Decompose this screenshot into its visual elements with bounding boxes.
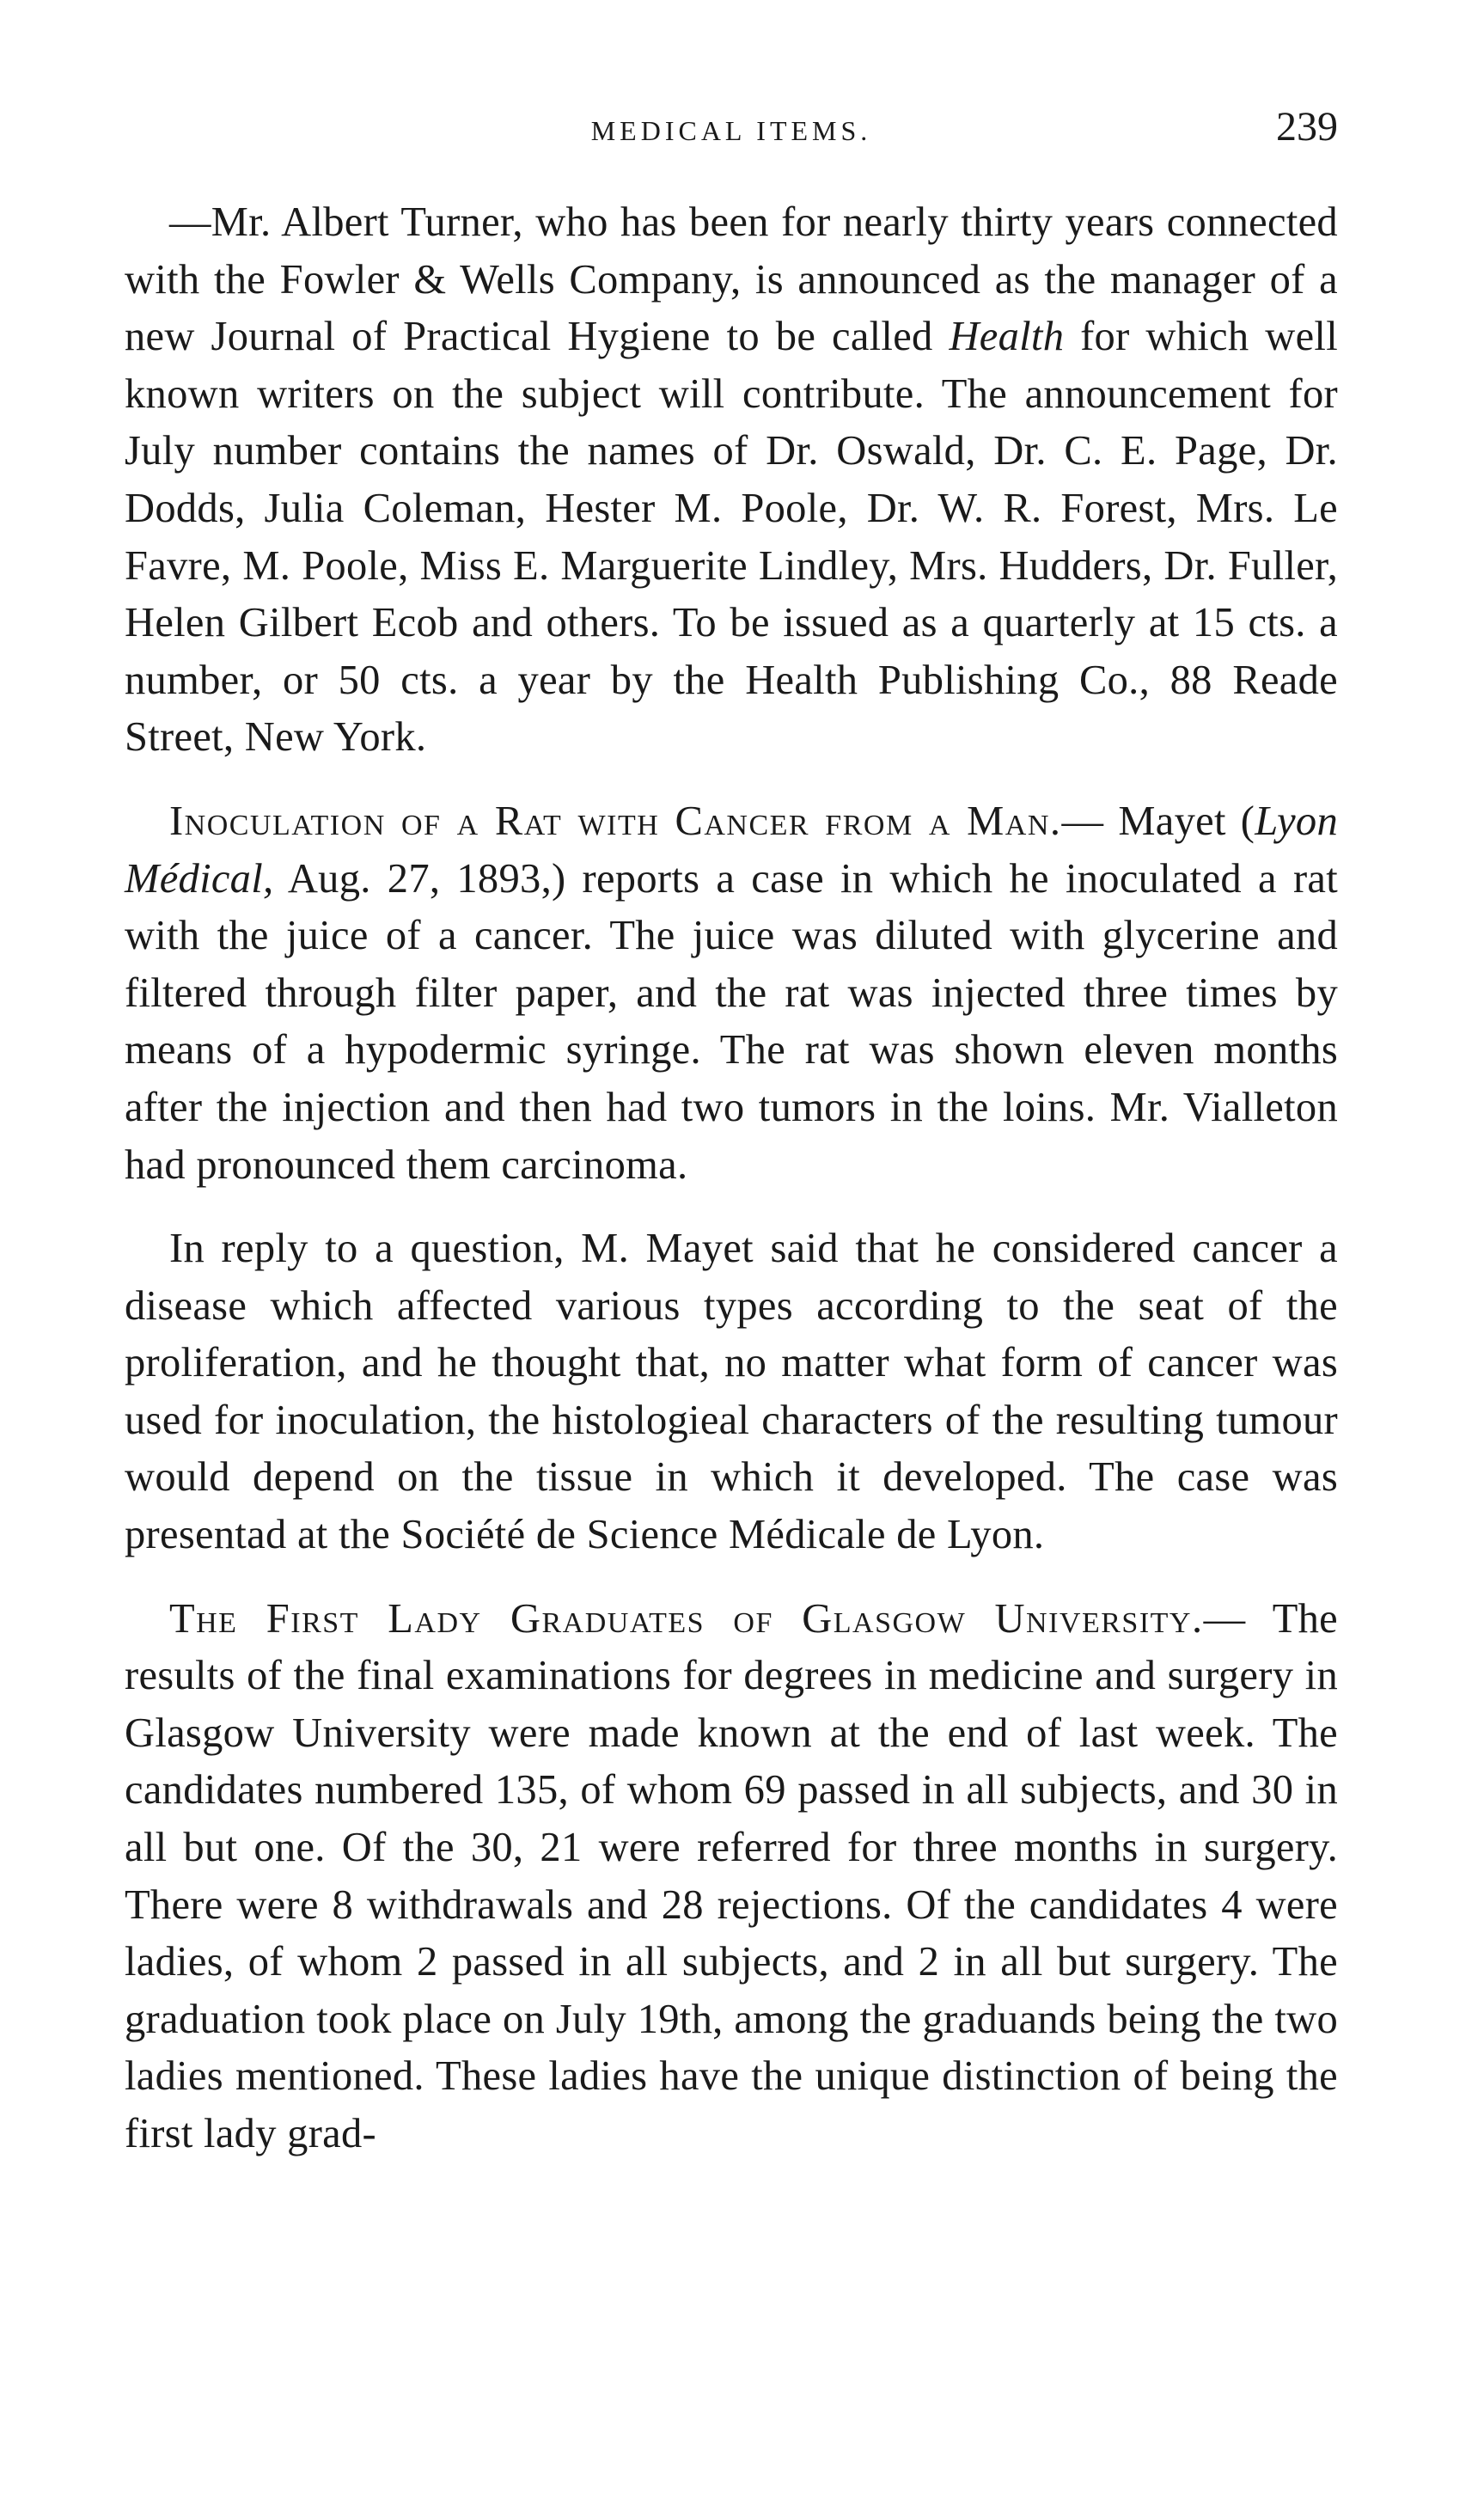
section-heading: The First Lady Graduates of Glasgow University. [169,1595,1204,1642]
running-head [125,96,1338,156]
paragraph-text: Aug. 27, 1893,) reports a case in which he inoculated a rat with the juice of a cancer. The juice was diluted with glycerine and filtered through filter paper, and the rat was injected three times by means of a hypodermic syringe. The rat was shown eleven months after the injection and then had two tumors in the loins. Mr. Vialleton had pronounced them carcinoma. [125,855,1338,1188]
paragraph-text: In reply to a question, M. Mayet said that he considered cancer a disease which affected various types according to the seat of the proliferation, and he thought that, no matter what form of cancer was used for inoculation, the histologieal characters of the resulting tumour would depend on the tissue in which it developed. The case was presentad at the Société de Science Médicale de Lyon. [125,1226,1338,1558]
journal-title: Lyon Médical, [125,798,1338,902]
paragraph-text: — The results of the final examinations for degrees in medicine and surgery in Glasgow University were made known at the end of last week. The candidates numbered 135, of whom 69 passed in all subjects, and 30 in all but one. Of the 30, 21 were referred for three months in surgery. There were 8 withdrawals and 28 rejections. Of the candidates 4 were ladies, of whom 2 passed in all subjects, and 2 in all but surgery. The graduation took place on July 19th, among the graduands being the two ladies mentioned. These ladies have the unique distinction of being the first lady grad- [125,1595,1338,2156]
paragraph-text: —Mr. Albert Turner, who has been for nearly thirty years connected with the Fowler & Wells Company, is announced as the manager of a new Journal of Practical Hygiene to be called [125,199,1338,360]
paragraph-glasgow [125,1591,1338,2163]
paragraph-mayet-reply [125,1220,1338,1564]
running-title: MEDICAL ITEMS. [590,115,872,146]
paragraph-text: — Mayet ( [1061,798,1255,844]
journal-title: Health [949,314,1065,360]
paragraph-inoculation [125,793,1338,1194]
body-text [125,194,1338,2163]
section-heading: Inoculation of a Rat with Cancer from a Man. [169,798,1062,844]
page-number: 239 [1276,104,1338,150]
paragraph-text: for which well known writers on the subject will contribute. The announcement for July number contains the names of Dr. Oswald, Dr. C. E. Page, Dr. Dodds, Julia Coleman, Hester M. Poole, Dr. W. R. Forest, Mrs. Le Favre, M. Poole, Miss E. Marguerite Lindley, Mrs. Hudders, Dr. Fuller, Helen Gilbert Ecob and others. To be issued as a quarterly at 15 cts. a number, or 50 cts. a year by the Health Publishing Co., 88 Reade Street, New York. [125,314,1338,761]
paragraph-turner [125,194,1338,767]
